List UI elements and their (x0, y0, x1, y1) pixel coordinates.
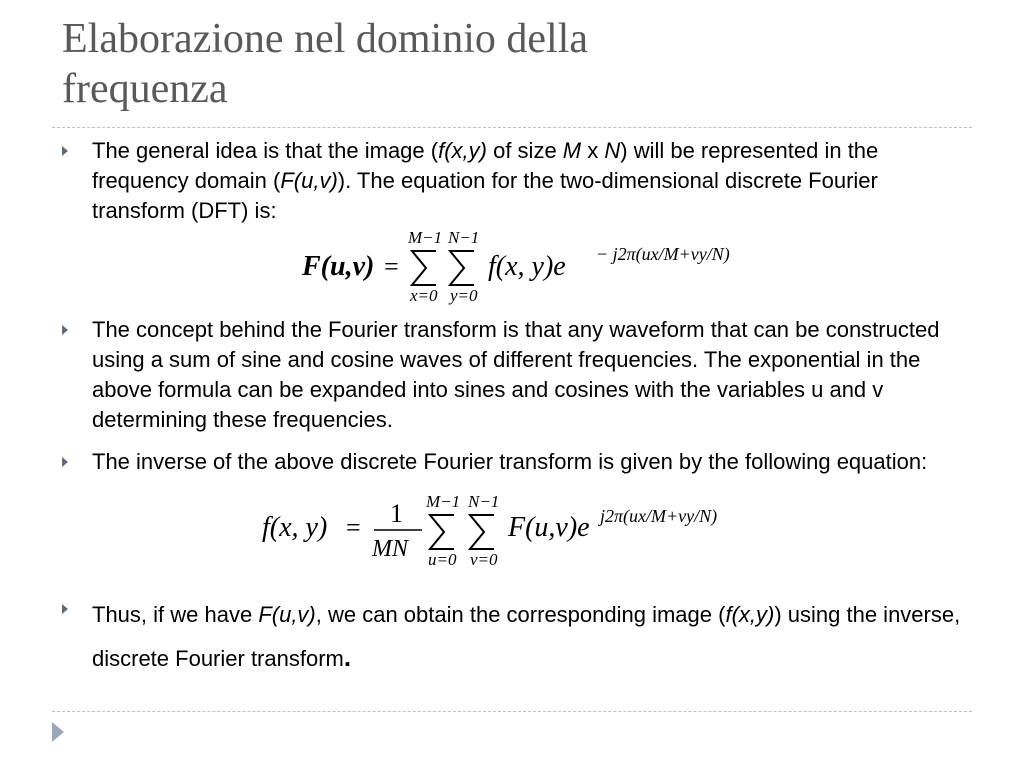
idft-equals: = (346, 513, 361, 542)
triangle-bullet-icon (62, 604, 72, 618)
triangle-bullet-icon (62, 146, 72, 160)
idft-denominator: MN (372, 536, 408, 562)
math-f-uv: F(u,v) (258, 602, 316, 627)
dft-sum2-lower: y=0 (450, 286, 478, 305)
final-period: . (343, 642, 352, 672)
sigma-icon (430, 515, 454, 549)
sigma-icon (450, 251, 474, 285)
text-run: ). The equation for the two-dimensional discrete Fourier transform (DFT) is: (92, 168, 878, 223)
idft-equation (258, 490, 778, 570)
math-m: M (562, 138, 582, 163)
text-run: Thus, if we have (92, 602, 259, 627)
top-divider (52, 127, 972, 128)
dft-lhs: F(u,v) (302, 251, 375, 282)
bullet-inverse-intro: The inverse of the above discrete Fourier transform is given by the following equation: (92, 449, 928, 474)
text-run: ) will be represented in the frequency domain ( (92, 138, 879, 193)
dft-equation (298, 226, 768, 306)
dft-term: f(x, y)e (488, 251, 566, 282)
dft-sum2-upper: N−1 (448, 228, 480, 247)
idft-numerator: 1 (390, 499, 403, 528)
dft-sum1-lower: x=0 (410, 286, 438, 305)
idft-sum2-lower: v=0 (470, 550, 498, 569)
text-run: , we can obtain the corresponding image ( (315, 602, 726, 627)
text-run: The general idea is that the image ( (92, 138, 439, 163)
triangle-bullet-icon (62, 325, 72, 339)
idft-sum1-lower: u=0 (428, 550, 457, 569)
idft-sum2-upper: N−1 (468, 492, 500, 511)
idft-exponent: j2π(ux/M+vy/N) (600, 506, 718, 526)
triangle-corner-icon (50, 720, 66, 744)
math-n: N (604, 138, 621, 163)
bullet-inverse-conclusion (92, 594, 972, 680)
sigma-icon (412, 251, 436, 285)
bullet-fourier-concept: The concept behind the Fourier transform is that any waveform that can be constructed using a sum of sine and cosine waves of different frequencies. The exponential in the above formula can be expanded into sines and cosines with the variables u and v determining these frequencies. (92, 317, 940, 432)
text-run: of size (486, 138, 563, 163)
idft-term: F(u,v)e (508, 512, 590, 543)
slide-title-line1: Elaborazione nel dominio della (62, 16, 588, 62)
slide-title-line2: frequenza (62, 66, 228, 112)
math-f-uv: F(u,v) (280, 168, 338, 193)
text-run: x (581, 138, 605, 163)
dft-equals: = (384, 252, 399, 281)
dft-sum1-upper: M−1 (408, 228, 443, 247)
sigma-icon (470, 515, 494, 549)
slide-title (62, 14, 962, 114)
bullet-dft-intro (92, 136, 972, 226)
math-f-xy: f(x,y) (725, 602, 775, 627)
text-run: ) using the inverse, discrete Fourier transform (92, 602, 961, 671)
math-f-xy: f(x,y) (438, 138, 487, 163)
dft-exponent: − j2π(ux/M+vy/N) (596, 244, 730, 264)
idft-lhs: f(x, y) (262, 512, 328, 543)
triangle-bullet-icon (62, 457, 72, 471)
idft-sum1-upper: M−1 (426, 492, 461, 511)
bottom-divider (52, 711, 972, 712)
